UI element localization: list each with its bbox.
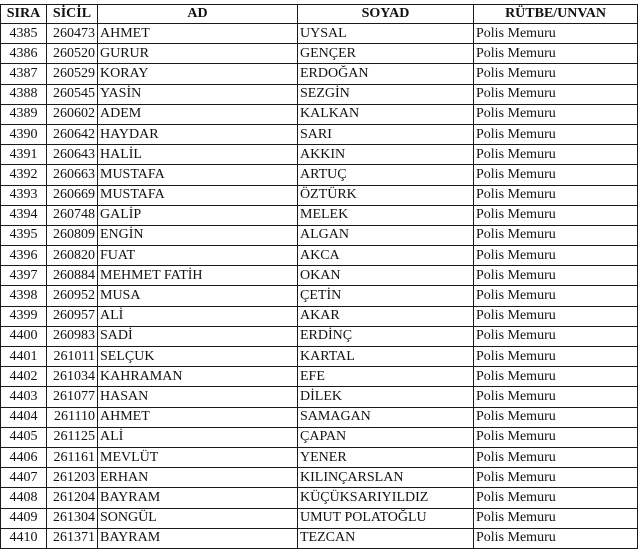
table-row [1,447,638,467]
sira-cell: 4394 [1,205,47,225]
ad-cell: YASİN [98,84,298,104]
table-row [1,306,638,326]
rutbe-cell: Polis Memuru [474,44,638,64]
rutbe-cell: Polis Memuru [474,367,638,387]
soyad-cell: ARTUÇ [298,165,474,185]
sicil-cell: 260473 [47,24,98,44]
ad-cell: GURUR [98,44,298,64]
sira-cell: 4407 [1,468,47,488]
soyad-cell: ÖZTÜRK [298,185,474,205]
sira-cell: 4408 [1,488,47,508]
rutbe-cell: Polis Memuru [474,84,638,104]
table-row [1,286,638,306]
ad-cell: ADEM [98,104,298,124]
rutbe-cell: Polis Memuru [474,104,638,124]
sira-cell: 4387 [1,64,47,84]
soyad-cell: ÇETİN [298,286,474,306]
table-row [1,24,638,44]
sicil-cell: 260952 [47,286,98,306]
sira-cell: 4391 [1,145,47,165]
soyad-cell: AKAR [298,306,474,326]
personnel-table [0,4,638,549]
sicil-cell: 260809 [47,225,98,245]
soyad-cell: SAMAGAN [298,407,474,427]
ad-cell: BAYRAM [98,528,298,548]
table-header [1,5,638,24]
rutbe-cell: Polis Memuru [474,266,638,286]
table-row [1,145,638,165]
soyad-cell: ALGAN [298,225,474,245]
soyad-cell: EFE [298,367,474,387]
sira-cell: 4389 [1,104,47,124]
ad-cell: MEHMET FATİH [98,266,298,286]
table-row [1,205,638,225]
table-row [1,427,638,447]
sira-cell: 4392 [1,165,47,185]
ad-cell: ENGİN [98,225,298,245]
rutbe-cell: Polis Memuru [474,447,638,467]
table-row [1,104,638,124]
table-row [1,468,638,488]
rutbe-cell: Polis Memuru [474,528,638,548]
sira-cell: 4390 [1,124,47,144]
soyad-cell: KARTAL [298,347,474,367]
soyad-cell: AKCA [298,246,474,266]
table-row [1,225,638,245]
rutbe-cell: Polis Memuru [474,64,638,84]
column-header-soyad: SOYAD [298,5,474,24]
rutbe-cell: Polis Memuru [474,427,638,447]
sicil-cell: 260957 [47,306,98,326]
soyad-cell: GENÇER [298,44,474,64]
rutbe-cell: Polis Memuru [474,387,638,407]
table-row [1,64,638,84]
soyad-cell: MELEK [298,205,474,225]
soyad-cell: ERDOĞAN [298,64,474,84]
rutbe-cell: Polis Memuru [474,124,638,144]
ad-cell: MUSTAFA [98,165,298,185]
document-page [0,4,640,549]
ad-cell: AHMET [98,407,298,427]
table-row [1,528,638,548]
sicil-cell: 260642 [47,124,98,144]
soyad-cell: UMUT POLATOĞLU [298,508,474,528]
soyad-cell: KILINÇARSLAN [298,468,474,488]
soyad-cell: AKKIN [298,145,474,165]
rutbe-cell: Polis Memuru [474,407,638,427]
sicil-cell: 261011 [47,347,98,367]
sicil-cell: 260884 [47,266,98,286]
table-row [1,488,638,508]
sira-cell: 4410 [1,528,47,548]
sicil-cell: 261161 [47,447,98,467]
rutbe-cell: Polis Memuru [474,24,638,44]
ad-cell: FUAT [98,246,298,266]
sicil-cell: 261204 [47,488,98,508]
table-row [1,367,638,387]
soyad-cell: TEZCAN [298,528,474,548]
ad-cell: MUSTAFA [98,185,298,205]
sicil-cell: 260669 [47,185,98,205]
rutbe-cell: Polis Memuru [474,488,638,508]
sira-cell: 4403 [1,387,47,407]
sira-cell: 4397 [1,266,47,286]
ad-cell: HALİL [98,145,298,165]
soyad-cell: ERDİNÇ [298,326,474,346]
rutbe-cell: Polis Memuru [474,145,638,165]
rutbe-cell: Polis Memuru [474,286,638,306]
sira-cell: 4405 [1,427,47,447]
sicil-cell: 261034 [47,367,98,387]
rutbe-cell: Polis Memuru [474,347,638,367]
sicil-cell: 261125 [47,427,98,447]
rutbe-cell: Polis Memuru [474,246,638,266]
sicil-cell: 261077 [47,387,98,407]
table-row [1,407,638,427]
table-row [1,124,638,144]
ad-cell: HAYDAR [98,124,298,144]
ad-cell: KORAY [98,64,298,84]
sira-cell: 4404 [1,407,47,427]
rutbe-cell: Polis Memuru [474,468,638,488]
sira-cell: 4396 [1,246,47,266]
sira-cell: 4386 [1,44,47,64]
column-header-sicil: SİCİL [47,5,98,24]
table-row [1,185,638,205]
table-row [1,266,638,286]
ad-cell: ALİ [98,427,298,447]
sicil-cell: 261110 [47,407,98,427]
column-header-sira: SIRA [1,5,47,24]
table-row [1,508,638,528]
ad-cell: SONGÜL [98,508,298,528]
sicil-cell: 260983 [47,326,98,346]
ad-cell: ALİ [98,306,298,326]
sira-cell: 4399 [1,306,47,326]
column-header-rutbe: RÜTBE/UNVAN [474,5,638,24]
table-row [1,246,638,266]
table-body [1,24,638,549]
sira-cell: 4398 [1,286,47,306]
ad-cell: ERHAN [98,468,298,488]
rutbe-cell: Polis Memuru [474,326,638,346]
sicil-cell: 260520 [47,44,98,64]
sicil-cell: 260545 [47,84,98,104]
table-row [1,387,638,407]
sira-cell: 4388 [1,84,47,104]
soyad-cell: UYSAL [298,24,474,44]
sira-cell: 4393 [1,185,47,205]
ad-cell: HASAN [98,387,298,407]
soyad-cell: OKAN [298,266,474,286]
soyad-cell: ÇAPAN [298,427,474,447]
table-row [1,165,638,185]
sira-cell: 4385 [1,24,47,44]
sicil-cell: 260820 [47,246,98,266]
rutbe-cell: Polis Memuru [474,508,638,528]
sira-cell: 4406 [1,447,47,467]
ad-cell: SELÇUK [98,347,298,367]
rutbe-cell: Polis Memuru [474,185,638,205]
soyad-cell: DİLEK [298,387,474,407]
ad-cell: GALİP [98,205,298,225]
table-row [1,326,638,346]
sicil-cell: 260529 [47,64,98,84]
rutbe-cell: Polis Memuru [474,205,638,225]
ad-cell: SADİ [98,326,298,346]
rutbe-cell: Polis Memuru [474,225,638,245]
sira-cell: 4400 [1,326,47,346]
sicil-cell: 261371 [47,528,98,548]
sicil-cell: 260643 [47,145,98,165]
ad-cell: MEVLÜT [98,447,298,467]
ad-cell: MUSA [98,286,298,306]
table-row [1,44,638,64]
sicil-cell: 261203 [47,468,98,488]
header-row [1,5,638,24]
table-row [1,347,638,367]
sicil-cell: 261304 [47,508,98,528]
table-row [1,84,638,104]
ad-cell: AHMET [98,24,298,44]
sira-cell: 4395 [1,225,47,245]
ad-cell: BAYRAM [98,488,298,508]
ad-cell: KAHRAMAN [98,367,298,387]
sira-cell: 4402 [1,367,47,387]
sira-cell: 4401 [1,347,47,367]
soyad-cell: SARI [298,124,474,144]
rutbe-cell: Polis Memuru [474,165,638,185]
sicil-cell: 260663 [47,165,98,185]
soyad-cell: SEZGİN [298,84,474,104]
sira-cell: 4409 [1,508,47,528]
soyad-cell: KÜÇÜKSARIYILDIZ [298,488,474,508]
sicil-cell: 260602 [47,104,98,124]
soyad-cell: KALKAN [298,104,474,124]
sicil-cell: 260748 [47,205,98,225]
column-header-ad: AD [98,5,298,24]
soyad-cell: YENER [298,447,474,467]
rutbe-cell: Polis Memuru [474,306,638,326]
